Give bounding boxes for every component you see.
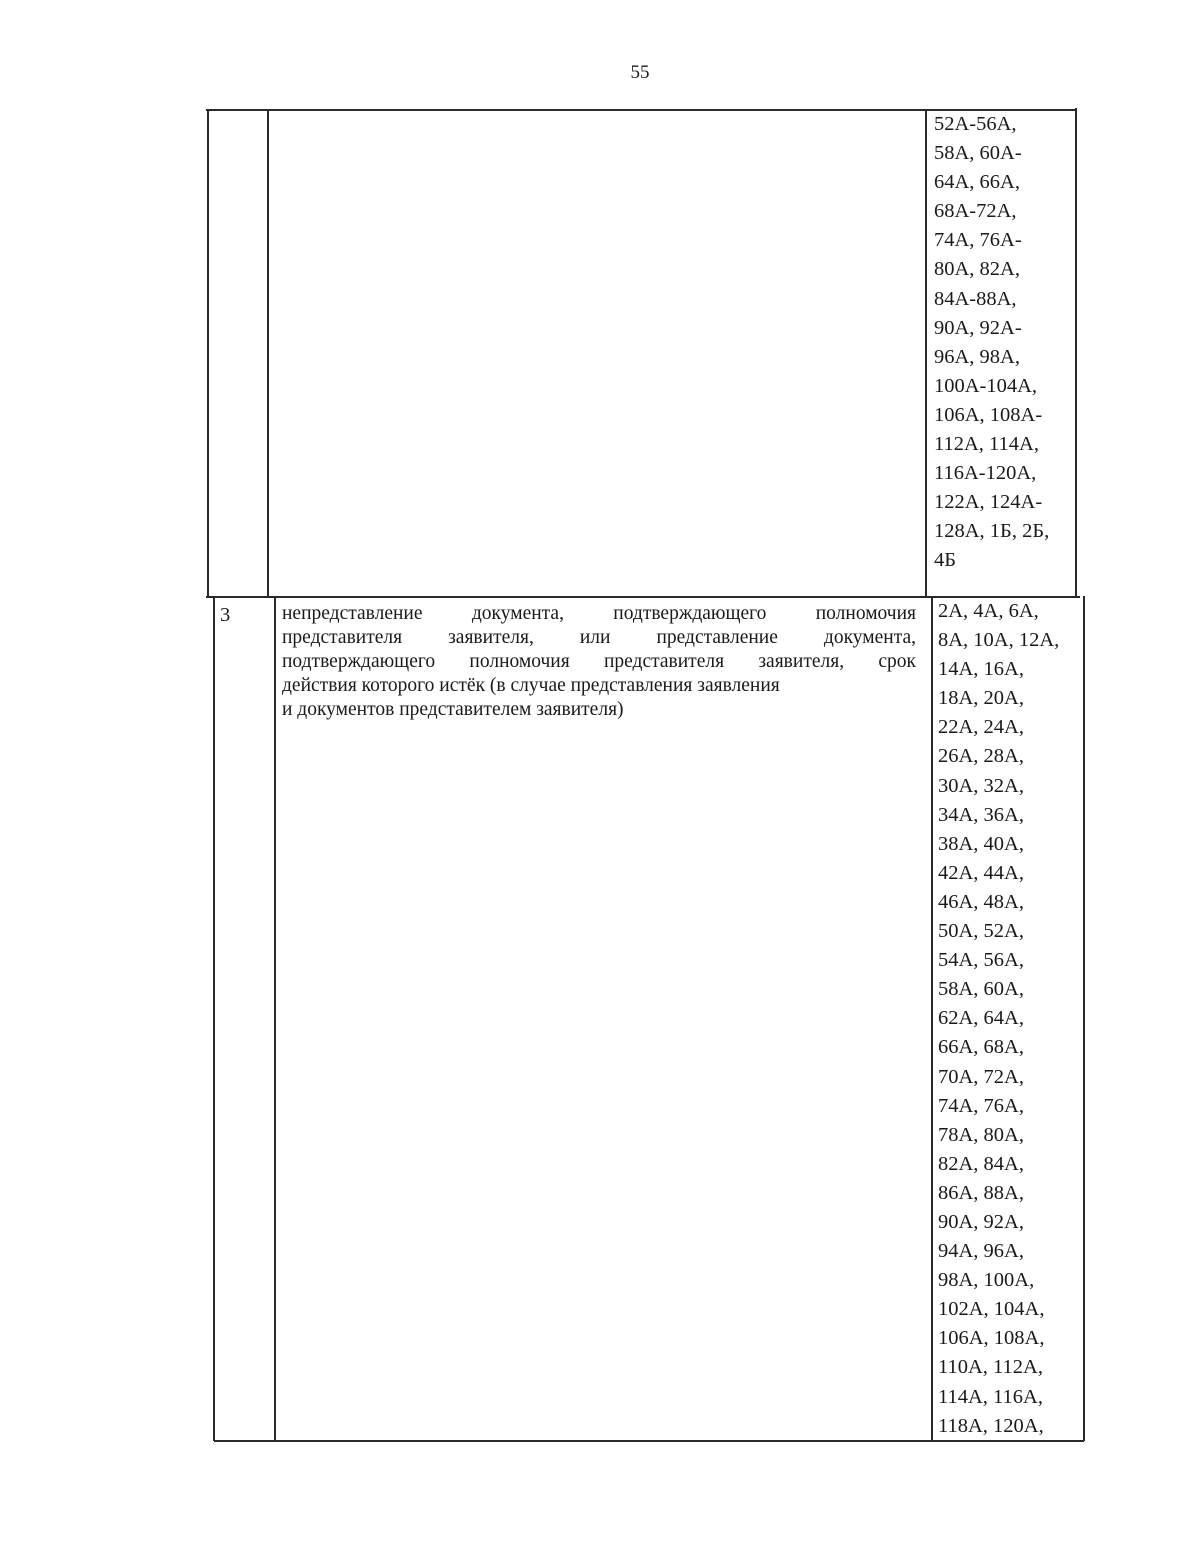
code-line: 2А, 4А, 6А, xyxy=(938,600,1039,622)
code-line: 26А, 28А, xyxy=(938,745,1024,768)
code-line: 68А-72А, xyxy=(934,200,1017,223)
code-line: 102А, 104А, xyxy=(938,1298,1045,1321)
row-codes xyxy=(938,597,1059,1441)
table-right-border xyxy=(1083,596,1085,1441)
code-line: 58А, 60А- xyxy=(934,142,1022,165)
code-line: 64А, 66А, xyxy=(934,171,1020,194)
code-line: 80А, 82А, xyxy=(934,258,1020,281)
code-line: 22А, 24А, xyxy=(938,716,1024,739)
code-line: 8А, 10А, 12А, xyxy=(938,629,1060,652)
code-line: 30А, 32А, xyxy=(938,774,1024,797)
code-line: 106А, 108А- xyxy=(934,403,1043,426)
column-divider xyxy=(925,110,927,598)
description-line: действия которого истёк (в случае представления заявления xyxy=(282,675,780,696)
code-line: 90А, 92А, xyxy=(938,1210,1024,1233)
code-line: 42А, 44А, xyxy=(938,861,1024,884)
code-line: 114А, 116А, xyxy=(938,1385,1043,1408)
code-line: 116А-120А, xyxy=(934,462,1037,485)
code-line: 84А-88А, xyxy=(934,287,1017,310)
code-line: 4Б xyxy=(934,549,957,572)
code-line: 54А, 56А, xyxy=(938,949,1024,972)
code-line: 82А, 84А, xyxy=(938,1152,1024,1175)
description-line: представителя заявителя, или представление документа, xyxy=(282,627,916,648)
code-line: 62А, 64А, xyxy=(938,1007,1024,1030)
code-line: 70А, 72А, xyxy=(938,1065,1024,1088)
table-left-border xyxy=(207,110,209,598)
code-line: 96А, 98А, xyxy=(934,345,1020,368)
code-line: 110А, 112А, xyxy=(938,1356,1043,1379)
code-line: 98А, 100А, xyxy=(938,1269,1035,1292)
code-line: 106А, 108А, xyxy=(938,1327,1045,1350)
code-line: 122А, 124А- xyxy=(934,491,1043,514)
column-divider xyxy=(931,596,933,1441)
code-line: 38А, 40А, xyxy=(938,832,1024,855)
code-line: 128А, 1Б, 2Б, xyxy=(934,520,1050,543)
code-line: 118А, 120А, xyxy=(938,1414,1044,1437)
code-line: 18А, 20А, xyxy=(938,687,1024,710)
code-line: 112А, 114А, xyxy=(934,433,1039,456)
code-line: 74А, 76А- xyxy=(934,229,1022,252)
code-line: 50А, 52А, xyxy=(938,920,1024,943)
code-line: 66А, 68А, xyxy=(938,1036,1024,1059)
column-divider xyxy=(267,110,269,598)
column-divider xyxy=(274,596,276,1441)
code-line: 52А-56А, xyxy=(934,113,1017,135)
table-left-border xyxy=(213,596,215,1441)
code-line: 74А, 76А, xyxy=(938,1094,1024,1117)
code-line: 90А, 92А- xyxy=(934,316,1022,339)
code-line: 100А-104А, xyxy=(934,374,1038,397)
code-line: 34А, 36А, xyxy=(938,803,1024,826)
code-line: 58А, 60А, xyxy=(938,978,1024,1001)
description-line: непредставление документа, подтверждающего полномочия xyxy=(282,603,916,624)
row-description xyxy=(282,602,916,722)
table-right-border xyxy=(1075,108,1077,598)
row-codes xyxy=(934,110,1049,576)
description-line: подтверждающего полномочия представителя заявителя, срок xyxy=(282,651,916,672)
page-number: 55 xyxy=(630,62,650,83)
code-line: 14А, 16А, xyxy=(938,658,1024,681)
code-line: 46А, 48А, xyxy=(938,890,1024,913)
code-line: 86А, 88А, xyxy=(938,1181,1024,1204)
code-line: 78А, 80А, xyxy=(938,1123,1024,1146)
row-number: 3 xyxy=(220,604,231,626)
code-line: 94А, 96А, xyxy=(938,1240,1024,1263)
description-line: и документов представителем заявителя) xyxy=(282,699,624,720)
